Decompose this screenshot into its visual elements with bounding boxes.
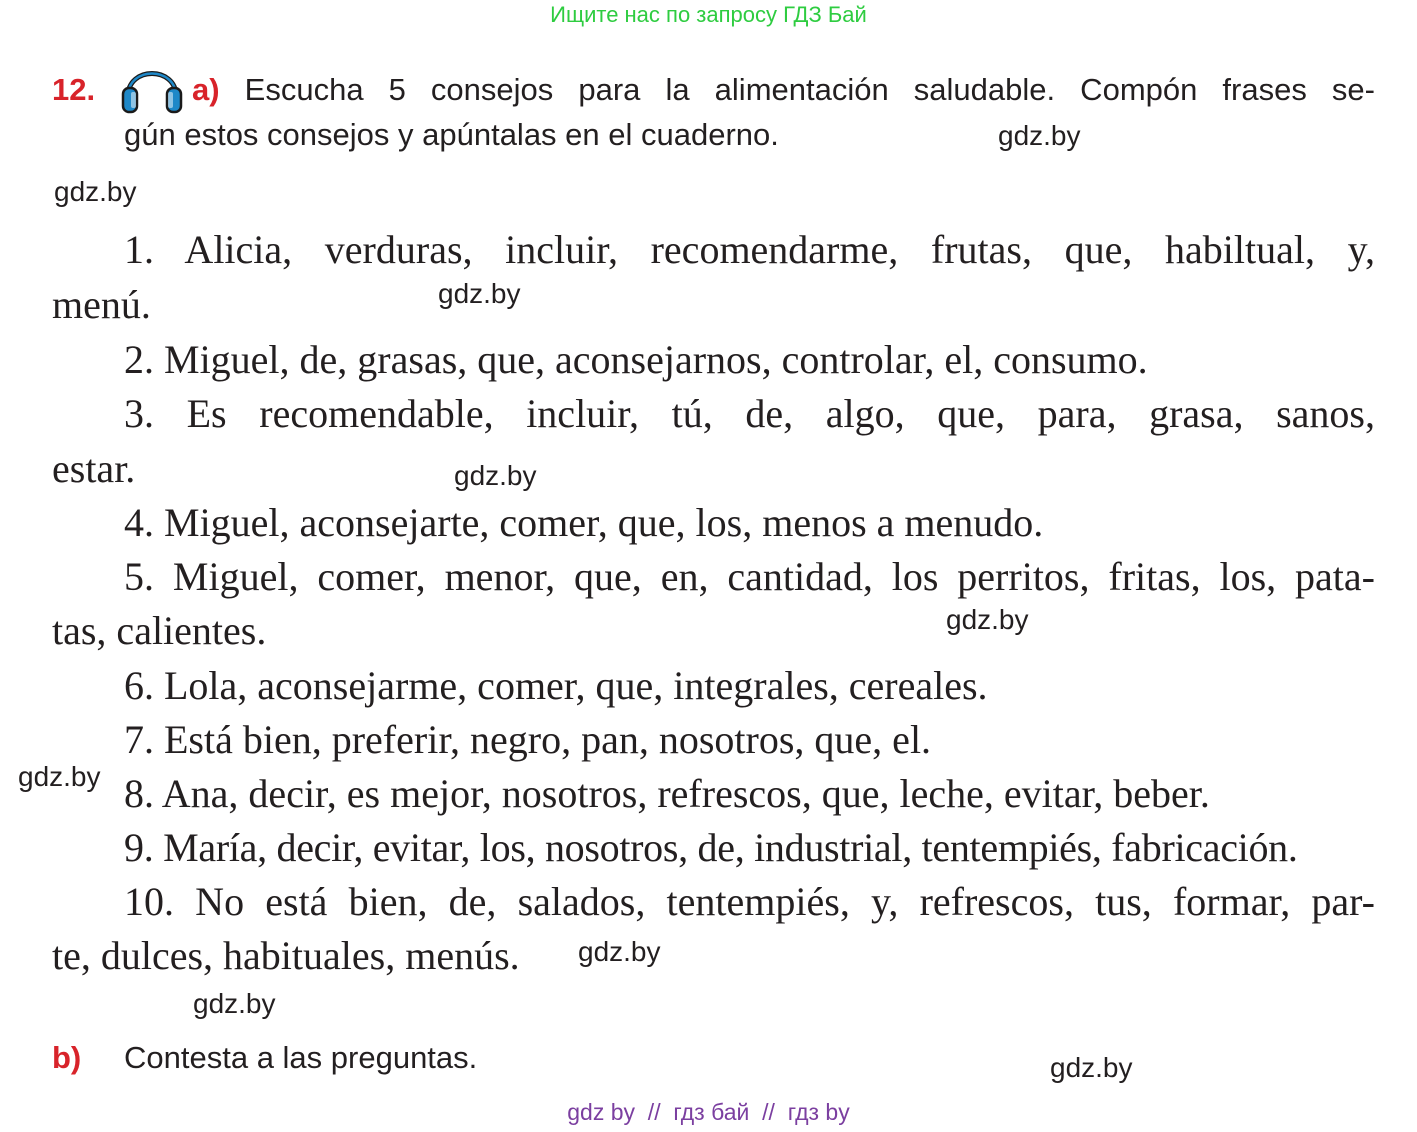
watermark: gdz.by (18, 761, 101, 792)
watermark: gdz.by (1050, 1052, 1133, 1083)
top-banner: Ищите нас по запросу ГДЗ Бай (550, 2, 867, 27)
watermark: gdz.by (54, 176, 137, 207)
watermark: gdz.by (438, 278, 521, 309)
part-a-instruction-line2: gún estos consejos y apúntalas en el cuaderno. (124, 117, 779, 152)
sentence-line-1: 1. Alicia, verduras, incluir, recomendarme, frutas, que, habiltual, y, (124, 227, 1375, 272)
part-b-instruction: Contesta a las preguntas. (124, 1040, 478, 1075)
watermark: gdz.by (578, 936, 661, 967)
part-a-instruction-line1 (192, 72, 1375, 108)
sentence-line-3: 3. Es recomendable, incluir, tú, de, algo, que, para, grasa, sanos, (124, 391, 1375, 436)
sentence-line-6: 6. Lola, aconsejarme, comer, que, integrales, cereales. (124, 663, 988, 708)
part-b-label: b) (52, 1040, 82, 1075)
exercise-number: 12. (52, 72, 96, 107)
part-a-label: a) (192, 72, 220, 107)
watermark: gdz.by (454, 460, 537, 491)
sentence-line-3-cont: estar. (52, 446, 136, 491)
headphones-icon (120, 56, 184, 114)
sentence-line-5: 5. Miguel, comer, menor, que, en, cantidad, los perritos, fritas, los, pata- (124, 554, 1375, 599)
sentence-line-9: 9. María, decir, evitar, los, nosotros, de, industrial, tentempiés, fabricación. (124, 825, 1298, 870)
sentence-line-5-cont: tas, calientes. (52, 608, 267, 653)
part-a-instruction-text: Escucha 5 consejos para la alimentación saludable. Compón frases se- (244, 72, 1375, 107)
watermark: gdz.by (193, 988, 276, 1019)
sentence-line-1-cont: menú. (52, 282, 151, 327)
watermark: gdz.by (946, 604, 1029, 635)
sentence-line-7: 7. Está bien, preferir, negro, pan, nosotros, que, el. (124, 717, 932, 762)
sentence-line-8: 8. Ana, decir, es mejor, nosotros, refrescos, que, leche, evitar, beber. (124, 771, 1210, 816)
sentence-line-4: 4. Miguel, aconsejarte, comer, que, los, menos a menudo. (124, 500, 1044, 545)
sentence-line-10: 10. No está bien, de, salados, tentempiés, y, refrescos, tus, formar, par- (124, 879, 1375, 924)
watermark: gdz.by (998, 120, 1081, 151)
sentence-line-10-cont: te, dulces, habituales, menús. (52, 933, 520, 978)
sentence-line-2: 2. Miguel, de, grasas, que, aconsejarnos, controlar, el, consumo. (124, 337, 1148, 382)
footer-links: gdz by // гдз бай // гдз by (567, 1099, 850, 1125)
